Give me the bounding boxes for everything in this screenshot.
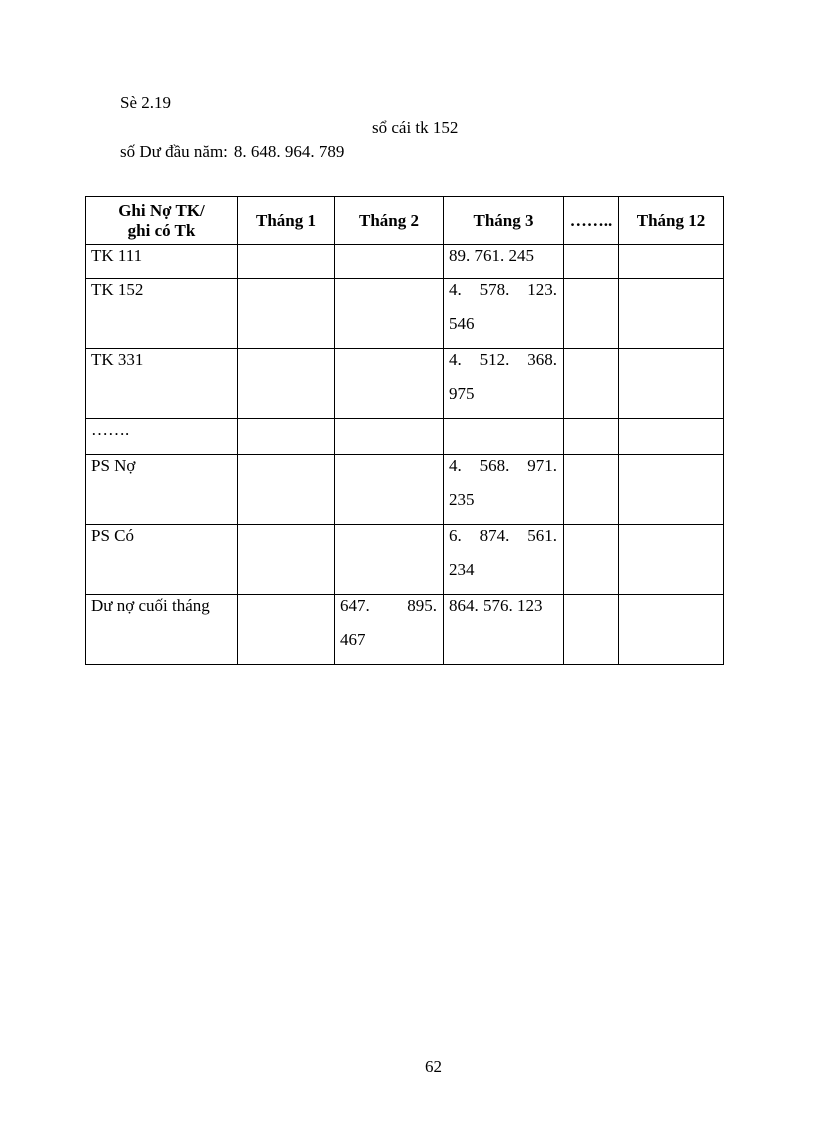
cell-month-3: 4. 578. 123. 546 — [444, 279, 564, 349]
row-label: ……. — [86, 419, 238, 455]
table-row — [86, 455, 724, 525]
table-row — [86, 349, 724, 419]
row-label: Dư nợ cuối tháng — [86, 595, 238, 665]
table-row — [86, 525, 724, 595]
opening-balance-value: 8. 648. 964. 789 — [233, 142, 345, 161]
cell-month-3: 89. 761. 245 — [444, 245, 564, 279]
cell-month-2: 647. 895. 467 — [335, 595, 444, 665]
row-label: TK 111 — [86, 245, 238, 279]
cell-month-3: 864. 576. 123 — [444, 595, 564, 665]
column-header-ellipsis: …….. — [564, 197, 619, 245]
column-header-account: Ghi Nợ TK/ ghi có Tk — [86, 197, 238, 245]
table-row — [86, 245, 724, 279]
table-row — [86, 419, 724, 455]
cell-month-3: 4. 512. 368. 975 — [444, 349, 564, 419]
cell-month-3: 4. 568. 971. 235 — [444, 455, 564, 525]
row-label: TK 331 — [86, 349, 238, 419]
ledger-title: sổ cái tk 152 — [372, 118, 459, 137]
table-row — [86, 595, 724, 665]
column-header-month-3: Tháng 3 — [444, 197, 564, 245]
table-row — [86, 279, 724, 349]
cell-month-3: 6. 874. 561. 234 — [444, 525, 564, 595]
page-number: 62 — [425, 1057, 442, 1076]
row-label: PS Nợ — [86, 455, 238, 525]
row-label: TK 152 — [86, 279, 238, 349]
row-label: PS Có — [86, 525, 238, 595]
document-reference: Sè 2.19 — [120, 93, 171, 112]
column-header-month-2: Tháng 2 — [335, 197, 444, 245]
opening-balance — [120, 142, 344, 162]
ledger-table — [85, 196, 724, 665]
opening-balance-label: số Dư đầu năm: — [120, 142, 228, 161]
table-header-row — [86, 197, 724, 245]
column-header-month-12: Tháng 12 — [619, 197, 724, 245]
column-header-month-1: Tháng 1 — [238, 197, 335, 245]
